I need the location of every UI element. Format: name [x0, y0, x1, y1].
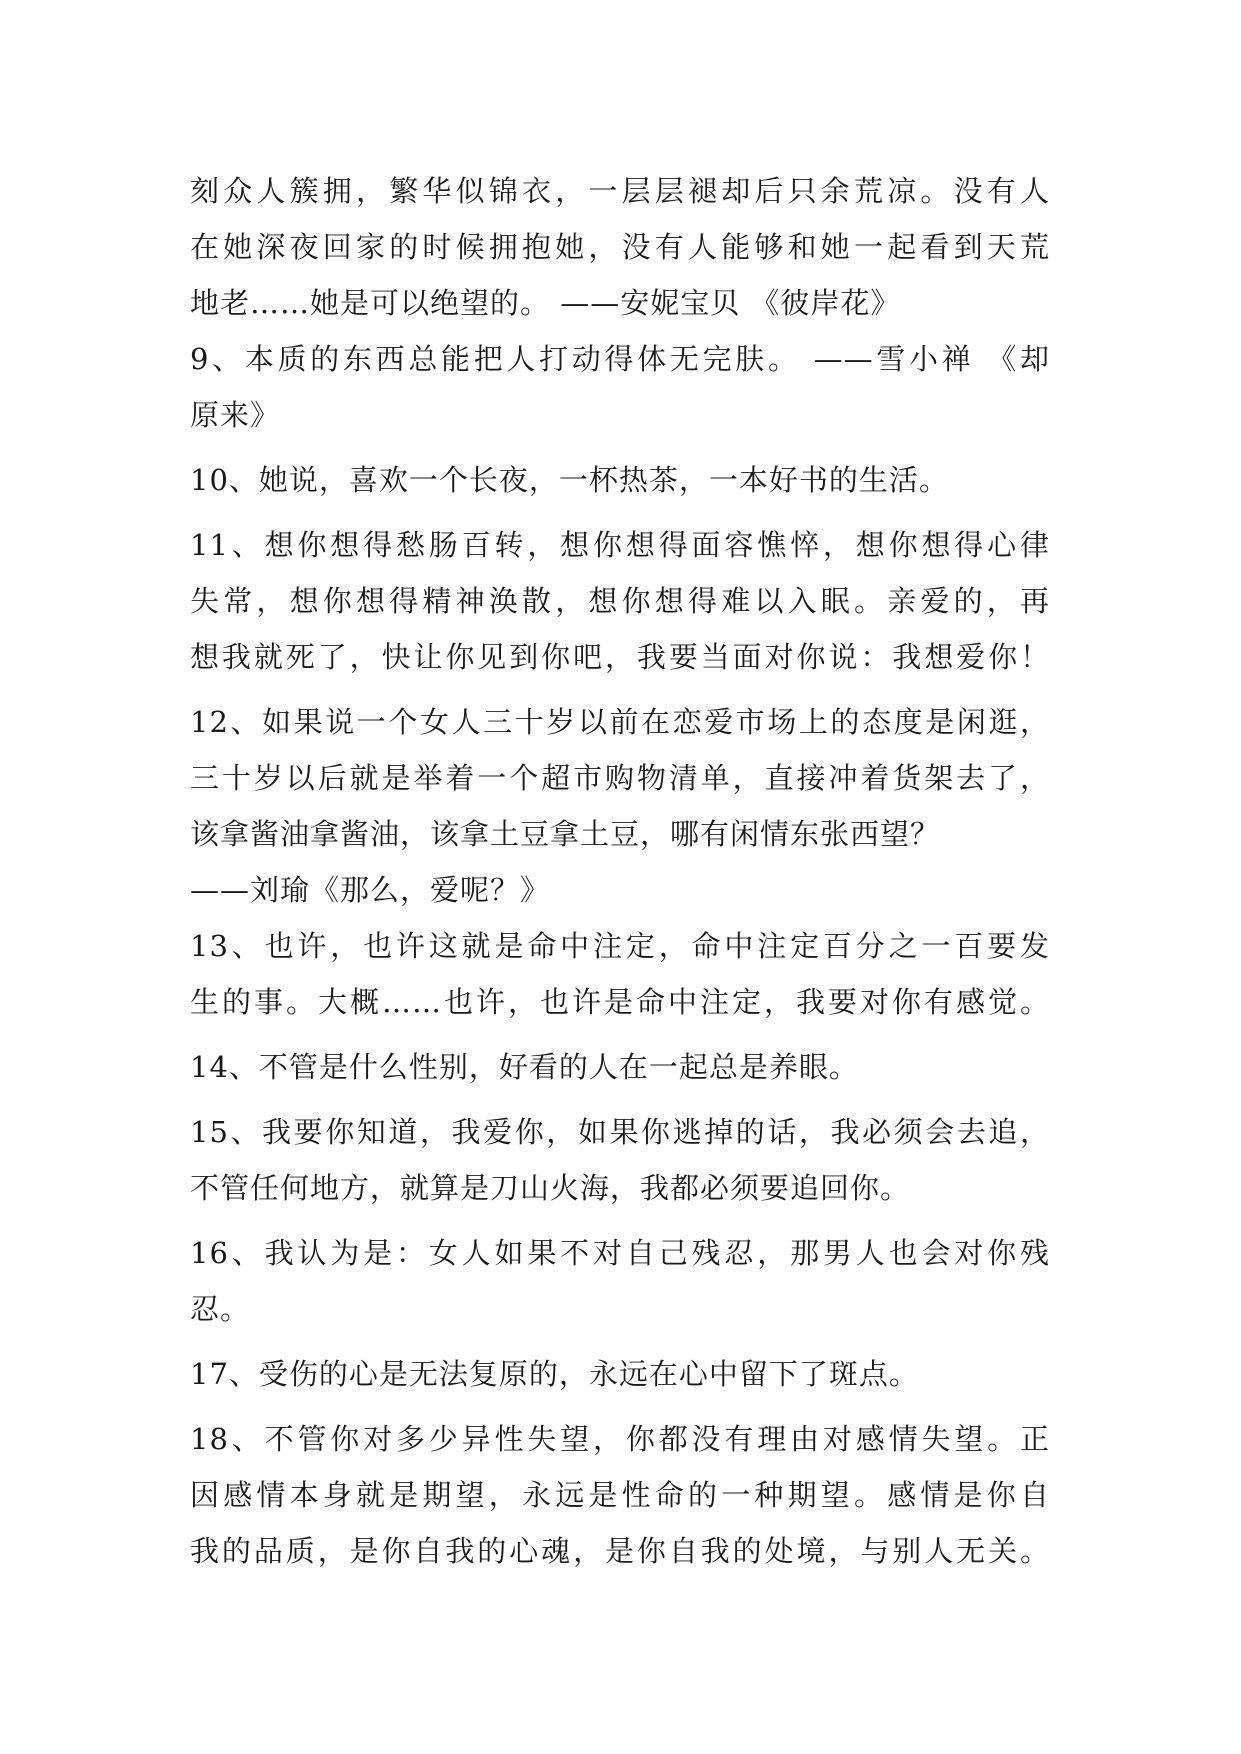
- text-line: 16、我认为是：女人如果不对自己残忍，那男人也会对你残: [190, 1236, 1050, 1270]
- text-line: 12、如果说一个女人三十岁以前在恋爱市场上的态度是闲逛，: [190, 705, 1050, 739]
- text-line: 生的事。大概……也许，也许是命中注定，我要对你有感觉。: [190, 985, 1050, 1019]
- text-line: 11、想你想得愁肠百转，想你想得面容憔悴，想你想得心律: [190, 528, 1050, 562]
- text-line: 地老……她是可以绝望的。 ——安妮宝贝 《彼岸花》: [190, 286, 901, 320]
- text-line: 10、她说，喜欢一个长夜，一杯热茶，一本好书的生活。: [190, 463, 949, 497]
- text-line: 14、不管是什么性别，好看的人在一起总是养眼。: [190, 1050, 859, 1084]
- text-line: 在她深夜回家的时候拥抱她，没有人能够和她一起看到天荒: [190, 230, 1050, 264]
- text-line: 我的品质，是你自我的心魂，是你自我的处境，与别人无关。: [190, 1534, 1050, 1568]
- text-line: 13、也许，也许这就是命中注定，命中注定百分之一百要发: [190, 929, 1050, 963]
- text-line: 15、我要你知道，我爱你，如果你逃掉的话，我必须会去追，: [190, 1115, 1050, 1149]
- text-line: 17、受伤的心是无法复原的，永远在心中留下了斑点。: [190, 1357, 919, 1391]
- text-line: 想我就死了，快让你见到你吧，我要当面对你说：我想爱你！: [190, 640, 1050, 674]
- text-line: 失常，想你想得精神涣散，想你想得难以入眠。亲爱的，再: [190, 584, 1050, 618]
- text-line: 该拿酱油拿酱油，该拿土豆拿土豆，哪有闲情东张西望？: [190, 817, 941, 851]
- text-line: 不管任何地方，就算是刀山火海，我都必须要追回你。: [190, 1171, 911, 1205]
- text-line: 因感情本身就是期望，永远是性命的一种期望。感情是你自: [190, 1478, 1050, 1512]
- text-line: 原来》: [190, 398, 281, 432]
- text-line: ——刘瑜《那么，爱呢？》: [190, 873, 551, 907]
- text-line: 三十岁以后就是举着一个超市购物清单，直接冲着货架去了，: [190, 761, 1050, 795]
- text-line: 忍。: [190, 1292, 251, 1326]
- text-line: 18、不管你对多少异性失望，你都没有理由对感情失望。正: [190, 1422, 1050, 1456]
- text-line: 9、本质的东西总能把人打动得体无完肤。 ——雪小禅 《却: [190, 342, 1050, 376]
- text-line: 刻众人簇拥，繁华似锦衣，一层层褪却后只余荒凉。没有人: [190, 174, 1050, 208]
- document-body: [190, 163, 1050, 1579]
